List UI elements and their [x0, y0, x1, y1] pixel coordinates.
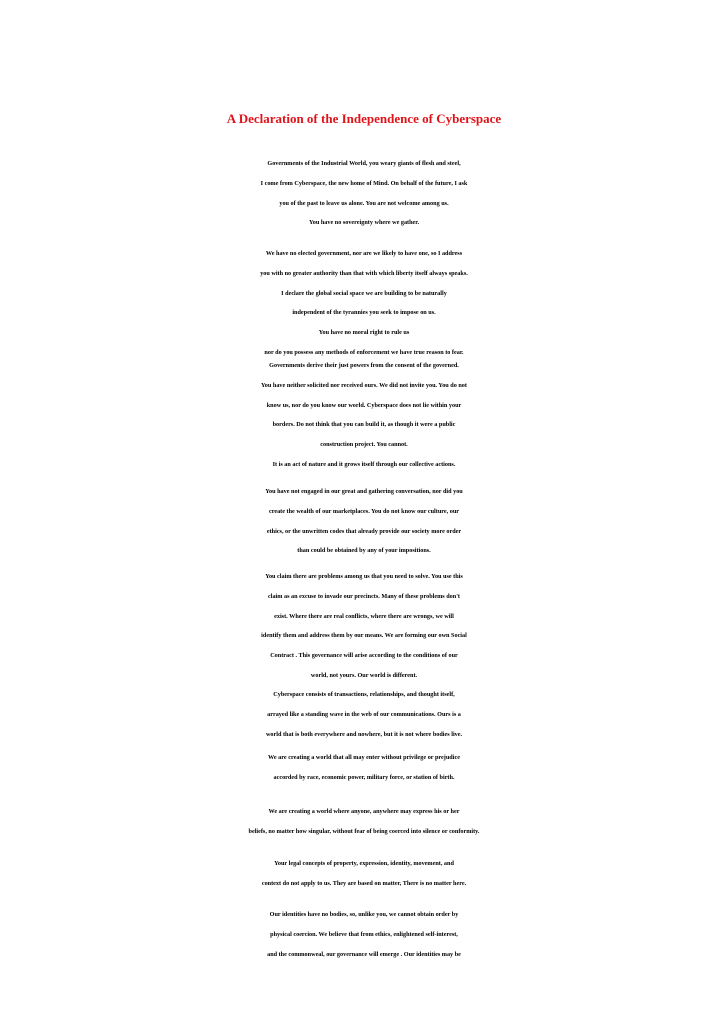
text-line: Cyberspace consists of transactions, relationships, and thought itself, [273, 691, 455, 698]
text-line: construction project. You cannot. [320, 441, 408, 449]
text-line: borders. Do not think that you can build it, as though it were a public [272, 421, 456, 429]
text-line: Your legal concepts of property, expression, identity, movement, and [274, 860, 454, 867]
paragraph [0, 567, 728, 686]
paragraph [0, 356, 728, 475]
paragraph [0, 482, 728, 561]
text-line: create the wealth of our marketplaces. You do not know our culture, our [268, 507, 460, 515]
text-line: We have no elected government, nor are we likely to have one, so I address [265, 250, 463, 257]
text-line: You have not engaged in our great and gathering conversation, nor did you [265, 488, 463, 495]
text-line: I declare the global social space we are building to be naturally [281, 289, 447, 297]
text-line: You have no moral right to rule us [318, 329, 410, 337]
paragraph [0, 244, 728, 363]
paragraph [0, 748, 728, 788]
text-line: physical coercion. We believe that from ethics, enlightened self-interest, [270, 930, 458, 938]
text-line: world, not yours. Our world is different. [310, 671, 418, 679]
text-line: world that is both everywhere and nowhere, but it is not where bodies live. [265, 730, 463, 738]
text-line: beliefs, no matter how singular, without fear of being coerced into silence or conformity. [248, 827, 480, 835]
text-line: than could be obtained by any of your impositions. [297, 547, 431, 555]
paragraph [0, 802, 728, 842]
text-line: We are creating a world that all may enter without privilege or prejudice [268, 754, 460, 761]
paragraph [0, 854, 728, 894]
text-line: claim as an excuse to invade our precincts. Many of these problems don't [268, 592, 460, 600]
text-line: Governments derive their just powers from the consent of the governed. [269, 362, 459, 369]
text-line: I come from Cyberspace, the new home of Mind. On behalf of the future, I ask [260, 179, 468, 187]
text-line: Contract . This governance will arise according to the conditions of our [270, 652, 458, 660]
text-line: You have no sovereignty where we gather. [308, 219, 420, 227]
text-line: exist. Where there are real conflicts, where there are wrongs, we will [274, 612, 454, 620]
text-line: ethics, or the unwritten codes that already provide our society more order [266, 527, 462, 535]
text-line: know us, nor do you know our world. Cyberspace does not lie within your [266, 401, 462, 409]
text-line: arrayed like a standing wave in the web of our communications. Ours is a [267, 710, 461, 718]
paragraph [0, 685, 728, 744]
text-line: nor do you possess any methods of enforcement we have true reason to fear. [264, 348, 464, 356]
document-title: A Declaration of the Independence of Cyberspace [226, 111, 502, 126]
text-line: It is an act of nature and it grows itself through our collective actions. [272, 460, 456, 468]
text-line: You claim there are problems among us that you need to solve. You use this [265, 573, 463, 580]
paragraph [0, 154, 728, 233]
text-line: independent of the tyrannies you seek to impose on us. [292, 309, 436, 317]
text-line: you with no greater authority than that with which liberty itself always speaks. [260, 269, 468, 277]
text-line: you of the past to leave us alone. You are not welcome among us. [279, 199, 449, 207]
text-line: You have neither solicited nor received ours. We did not invite you. You do not [261, 381, 467, 389]
text-line: and the commonweal, our governance will emerge . Our identities may be [267, 950, 461, 958]
text-line: Our identities have no bodies, so, unlike you, we cannot obtain order by [269, 911, 459, 918]
text-line: identify them and address them by our means. We are forming our own Social [261, 632, 467, 640]
text-line: context do not apply to us. They are based on matter, There is no matter here. [261, 879, 467, 887]
paragraph [0, 905, 728, 964]
text-line: We are creating a world where anyone, anywhere may express his or her [268, 808, 460, 815]
text-line: Governments of the Industrial World, you weary giants of flesh and steel, [267, 160, 461, 167]
text-line: accorded by race, economic power, military force, or station of birth. [273, 773, 455, 781]
